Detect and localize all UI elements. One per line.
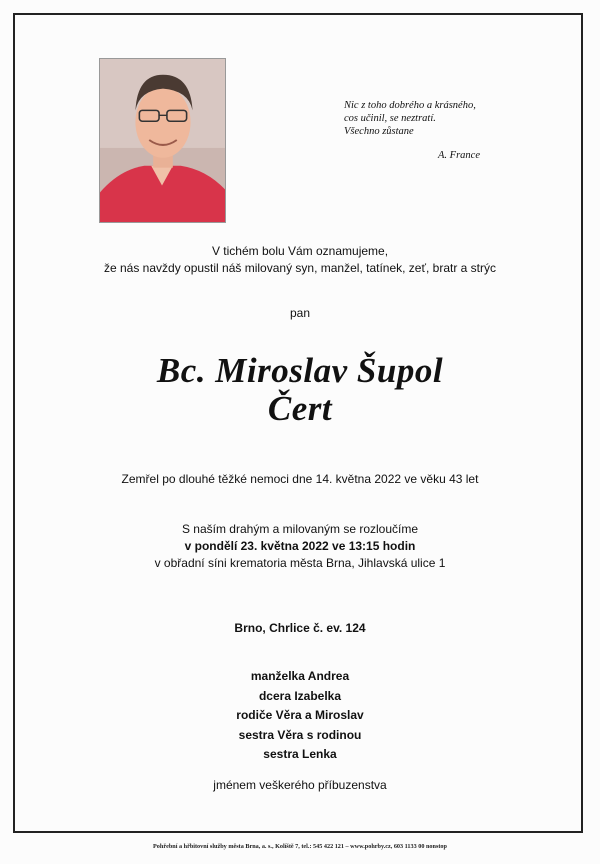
ceremony-place: v obřadní síni krematoria města Brna, Jihlavská ulice 1 — [154, 556, 446, 570]
quote-line: Nic z toho dobrého a krásného, — [344, 100, 476, 111]
ceremony-intro: S naším drahým a milovaným se rozloučíme — [181, 522, 419, 536]
mourner-item: manželka Andrea — [250, 669, 350, 683]
ceremony-info — [30, 521, 570, 572]
quote-block — [344, 99, 544, 162]
death-info: Zemřel po dlouhé těžké nemoci dne 14. května 2022 ve věku 43 let — [121, 472, 479, 486]
mourner-item: rodiče Věra a Miroslav — [236, 708, 364, 722]
portrait-photo — [99, 58, 226, 223]
deceased-name-line2: Čert — [267, 389, 333, 428]
mourners-list — [30, 667, 570, 765]
closing-text: jménem veškerého příbuzenstva — [213, 778, 387, 792]
quote-line: Všechno zůstane — [344, 126, 414, 137]
quote-author: A. France — [438, 150, 480, 161]
ceremony-datetime: v pondělí 23. května 2022 ve 13:15 hodin — [184, 539, 416, 553]
announcement — [30, 243, 570, 277]
mourner-item: sestra Věra s rodinou — [238, 727, 362, 742]
quote-line: cos učinil, se neztratí. — [344, 113, 436, 124]
title-text: pan — [289, 306, 311, 320]
mourner-item: dcera Izabelka — [258, 688, 342, 703]
deceased-name — [30, 352, 570, 428]
announcement-line: že nás navždy opustil náš milovaný syn, manžel, tatínek, zeť, bratr a strýc — [103, 261, 496, 275]
footer-text: Pohřební a hřbitovní služby města Brna, a. s., Kolíště 7, tel.: 545 422 121 – www.pohrby.cz, 603 1133 00 nonstop — [153, 843, 447, 850]
address: Brno, Chrlice č. ev. 124 — [234, 621, 366, 635]
mourner-item: sestra Lenka — [263, 747, 337, 761]
deceased-name-line1: Bc. Miroslav Šupol — [156, 351, 444, 390]
announcement-line: V tichém bolu Vám oznamujeme, — [211, 244, 389, 258]
